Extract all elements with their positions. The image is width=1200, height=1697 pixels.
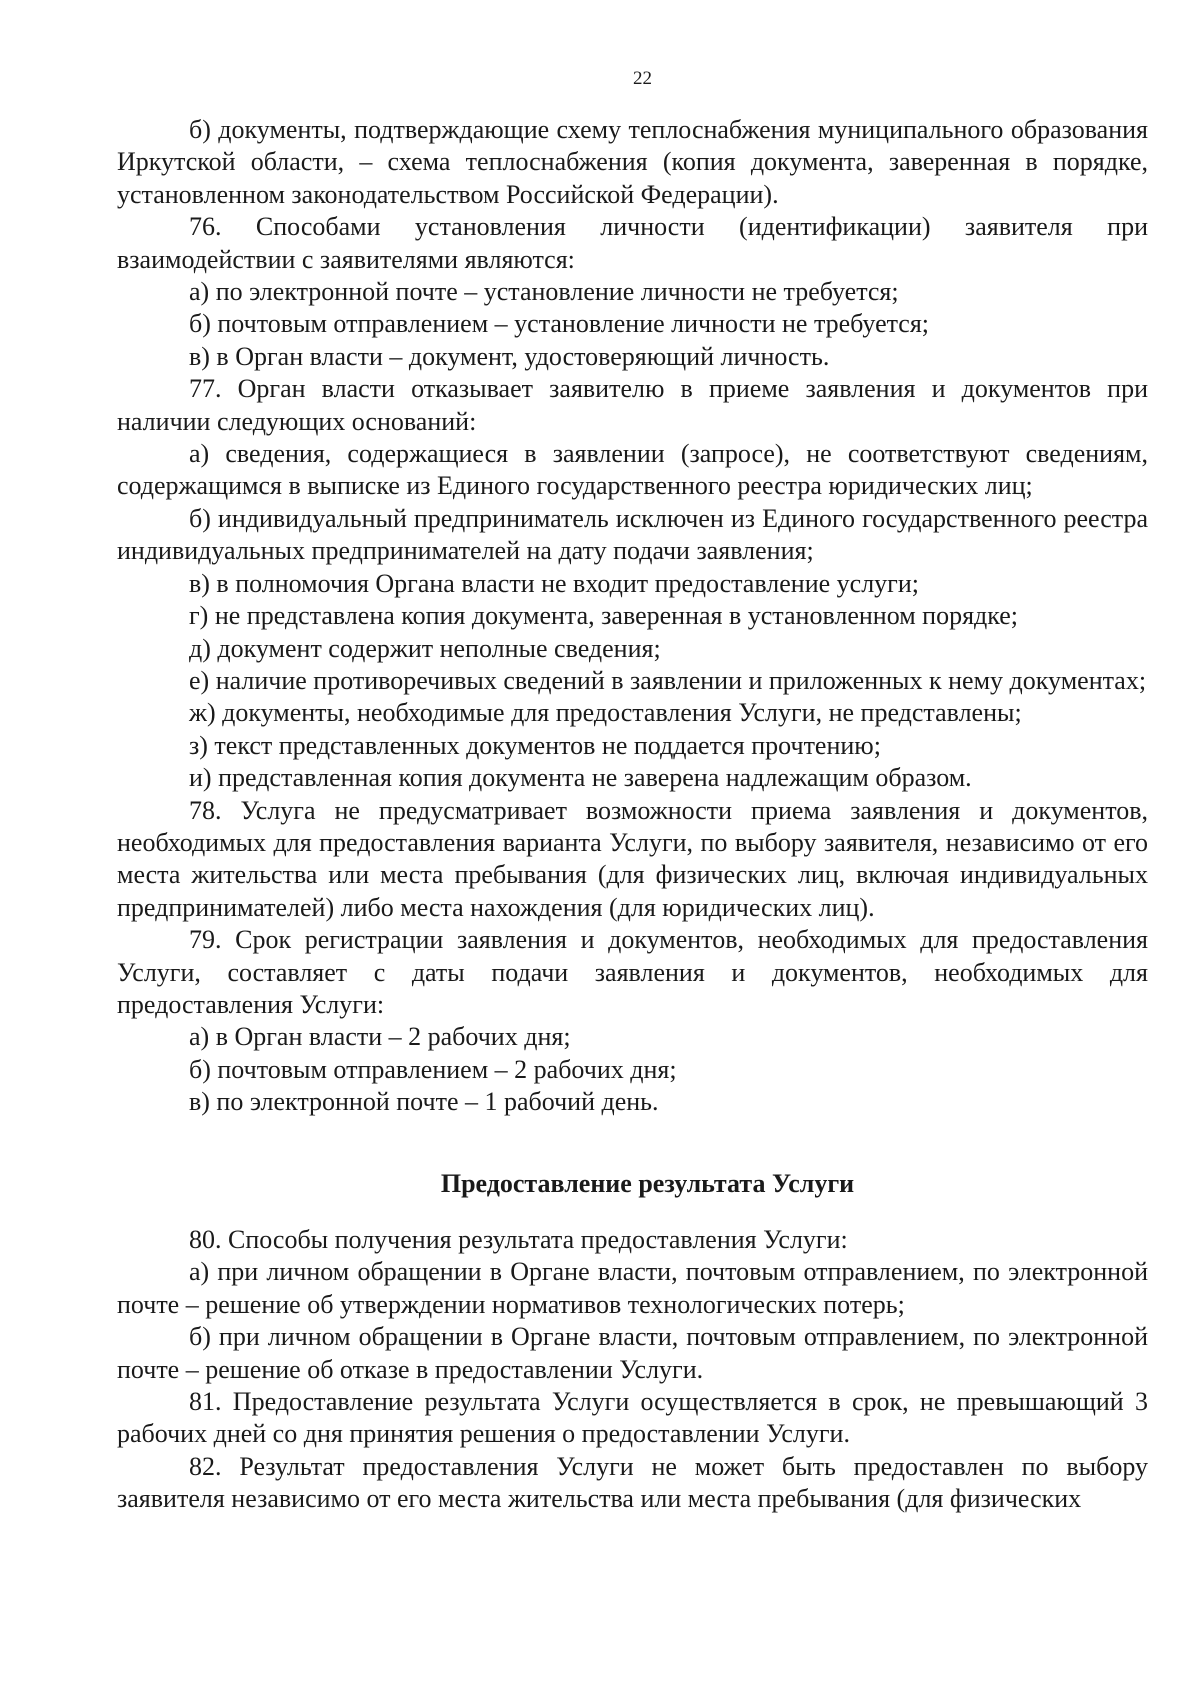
paragraph: д) документ содержит неполные сведения; <box>189 633 661 663</box>
page-number: 22 <box>633 68 652 89</box>
paragraph: б) почтовым отправлением – установление личности не требуется; <box>189 309 930 339</box>
paragraph: б) документы, подтверждающие схему теплоснабжения муниципального образования Иркутской области, – схема теплоснабжения (копия документа, заверенная в порядке, установленном законодательством Российской Федерации). <box>117 115 1148 209</box>
paragraph: г) не представлена копия документа, заверенная в установленном порядке; <box>189 601 1019 631</box>
paragraph: 78. Услуга не предусматривает возможности приема заявления и документов, необходимых для предоставления варианта Услуги, по выбору заявителя, независимо от его места жительства или места пребывания (для физических лиц, включая индивидуальных предпринимателей) либо места нахождения (для юридических лиц). <box>117 795 1148 922</box>
section-heading: Предоставление результата Услуги <box>440 1168 855 1198</box>
paragraph: 77. Орган власти отказывает заявителю в приеме заявления и документов при наличии следующих оснований: <box>117 374 1148 436</box>
paragraph: а) по электронной почте – установление личности не требуется; <box>189 277 899 307</box>
paragraph: и) представленная копия документа не заверена надлежащим образом. <box>189 763 972 793</box>
paragraph: 81. Предоставление результата Услуги осуществляется в срок, не превышающий 3 рабочих дней со дня принятия решения о предоставлении Услуги. <box>117 1387 1148 1449</box>
paragraph: е) наличие противоречивых сведений в заявлении и приложенных к нему документах; <box>189 665 1147 695</box>
paragraph: а) сведения, содержащиеся в заявлении (запросе), не соответствуют сведениям, содержащимся в выписке из Единого государственного реестра юридических лиц; <box>117 439 1148 501</box>
paragraph: в) по электронной почте – 1 рабочий день. <box>189 1087 659 1117</box>
paragraph: з) текст представленных документов не поддается прочтению; <box>189 730 881 760</box>
document-body <box>117 114 1148 1516</box>
paragraph: б) почтовым отправлением – 2 рабочих дня; <box>189 1054 677 1084</box>
paragraph: а) при личном обращении в Органе власти, почтовым отправлением, по электронной почте – решение об утверждении нормативов технологических потерь; <box>117 1257 1148 1319</box>
paragraph: а) в Орган власти – 2 рабочих дня; <box>189 1022 571 1052</box>
paragraph: 82. Результат предоставления Услуги не может быть предоставлен по выбору заявителя независимо от его места жительства или места пребывания (для физических <box>117 1451 1148 1514</box>
paragraph: б) при личном обращении в Органе власти, почтовым отправлением, по электронной почте – решение об отказе в предоставлении Услуги. <box>117 1322 1148 1384</box>
paragraph: в) в Орган власти – документ, удостоверяющий личность. <box>189 341 830 371</box>
paragraph: 76. Способами установления личности (идентификации) заявителя при взаимодействии с заявителями являются: <box>117 212 1148 274</box>
paragraph: ж) документы, необходимые для предоставления Услуги, не представлены; <box>189 698 1022 728</box>
paragraph: 80. Способы получения результата предоставления Услуги: <box>189 1225 848 1254</box>
paragraph: 79. Срок регистрации заявления и документов, необходимых для предоставления Услуги, составляет с даты подачи заявления и документов, необходимых для предоставления Услуги: <box>117 925 1148 1019</box>
paragraph: в) в полномочия Органа власти не входит предоставление услуги; <box>189 568 919 598</box>
paragraph: б) индивидуальный предприниматель исключен из Единого государственного реестра индивидуальных предпринимателей на дату подачи заявления; <box>117 503 1148 566</box>
